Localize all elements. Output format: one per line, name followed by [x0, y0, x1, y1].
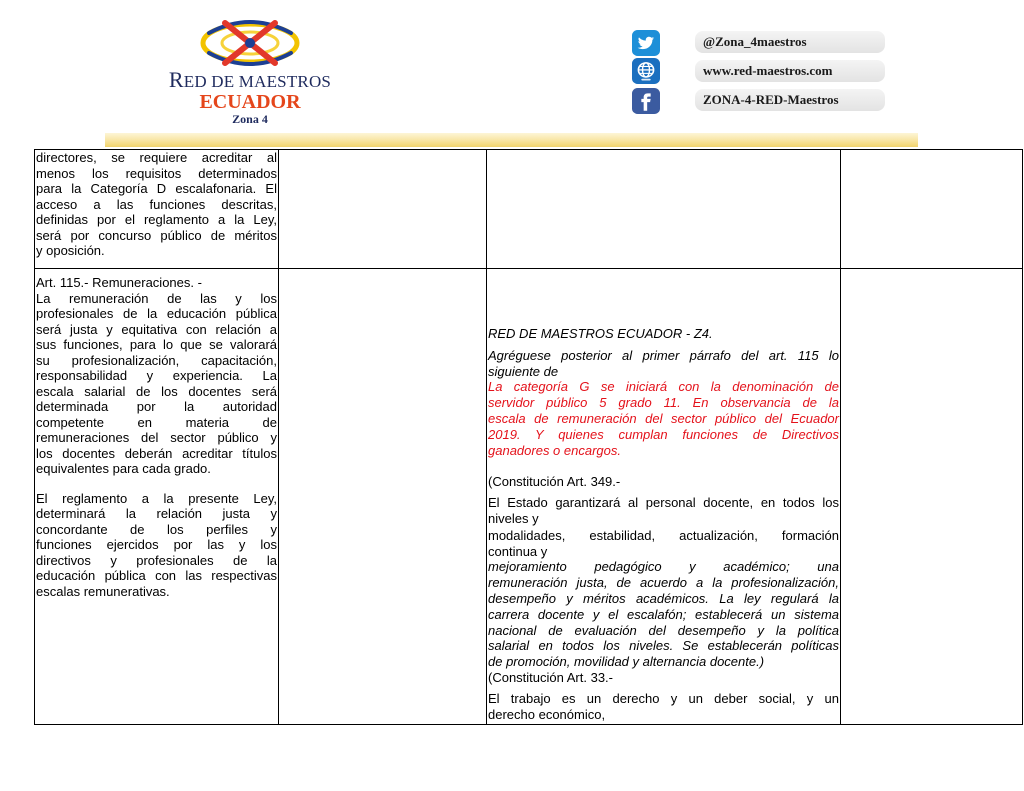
text-line: profesionales de la educación pública — [36, 306, 277, 321]
text-line: El reglamento a la presente Ley, — [36, 490, 277, 506]
text-line: servidor público 5 grado 11. En observancia de la — [488, 395, 839, 411]
facebook-icon — [632, 88, 660, 114]
paragraph — [488, 528, 839, 560]
page-header — [0, 0, 1024, 148]
text-line: definidas por el reglamento a la Ley, — [36, 212, 277, 227]
text-line: (Constitución Art. 349.- — [488, 474, 621, 490]
text-line: para la Categoría D escalafonaria. El — [36, 181, 277, 196]
text-line: determinará la relación justa y — [36, 506, 277, 521]
paragraph — [36, 491, 277, 600]
proposal-intro — [488, 348, 839, 380]
logo-zone: Zona 4 — [232, 112, 268, 126]
text-line: directivos y profesionales de la — [36, 552, 277, 568]
paragraph — [36, 291, 277, 477]
twitter-handle: @Zona_4maestros — [695, 31, 885, 53]
text-line: acceso a las funciones descritas, — [36, 196, 277, 212]
text-line: remuneración justa, de acuerdo a la profesionalización, — [488, 575, 839, 591]
proposal-text — [488, 379, 839, 458]
text-line: desempeño y méritos académicos. La ley regulará la — [488, 590, 839, 606]
text-line: escala de remuneración del sector público del Ecuador — [488, 410, 839, 426]
text-line: continua y — [488, 543, 548, 559]
text-line: concordante de los perfiles y — [36, 521, 277, 537]
text-line: Art. 115.- Remuneraciones. - — [36, 275, 202, 290]
text-line: siguiente de — [488, 363, 559, 379]
text-line: de promoción, movilidad y alternancia docente.) — [488, 654, 765, 670]
text-line: menos los requisitos determinados — [36, 165, 277, 181]
logo-title: RED DE MAESTROS — [168, 67, 332, 92]
text-line: 2019. Y quienes cumplan funciones de Directivos — [488, 426, 839, 442]
text-line: escala salarial de los docentes será — [36, 383, 277, 399]
logo-emblem-icon — [195, 17, 305, 69]
text-line: escalas remunerativas. — [36, 583, 170, 599]
text-line: será justa y equitativa con relación a — [36, 321, 277, 337]
paragraph — [488, 691, 839, 723]
citation-heading — [488, 670, 839, 686]
citation-heading — [488, 474, 839, 490]
text-line: competente en materia de — [36, 414, 277, 430]
table-cell-r1c1 — [35, 150, 279, 269]
table-cell-r2c2 — [279, 269, 487, 725]
text-line: mejoramiento pedagógico y académico; una — [488, 559, 839, 575]
text-line: carrera docente y el escalafón; establecerá un sistema — [488, 606, 839, 622]
paragraph — [36, 150, 277, 259]
text-line: modalidades, estabilidad, actualización, formación — [488, 527, 839, 543]
table-cell-r1c3 — [487, 150, 841, 269]
text-line: ganadores o encargos. — [488, 442, 621, 458]
text-line: salarial en todos los niveles. Se establecerán políticas — [488, 638, 839, 654]
text-line: La categoría G se iniciará con la denominación de — [488, 379, 839, 395]
text-line: responsabilidad y experiencia. La — [36, 368, 277, 383]
text-line: será por concurso público de méritos — [36, 227, 277, 243]
header-divider-bar — [105, 133, 918, 147]
text-line: La remuneración de las y los — [36, 290, 277, 306]
text-line: equivalentes para cada grado. — [36, 461, 211, 476]
text-line: nacional de evaluación del desempeño y la política — [488, 622, 839, 638]
website-link: www.red-maestros.com — [695, 60, 885, 82]
text-line: educación pública con las respectivas — [36, 568, 277, 583]
text-line: remuneraciones del sector público y — [36, 430, 277, 445]
text-line: (Constitución Art. 33.- — [488, 669, 613, 685]
text-line: funciones ejercidos por las y los — [36, 537, 277, 552]
table-cell-r1c2 — [279, 150, 487, 269]
paragraph — [488, 559, 839, 670]
text-line: El Estado garantizará al personal docente, en todos los — [488, 495, 839, 511]
text-line: sus funciones, para lo que se valorará — [36, 337, 277, 352]
text-line: derecho económico, — [488, 706, 606, 722]
table-cell-r1c4 — [841, 150, 1023, 269]
twitter-icon — [632, 30, 660, 56]
facebook-page: ZONA-4-RED-Maestros — [695, 89, 885, 111]
proposal-author — [488, 326, 839, 342]
table-cell-r2c1 — [35, 269, 279, 725]
text-line: su profesionalización, capacitación, — [36, 352, 277, 368]
article-heading — [36, 275, 277, 291]
logo-country: ECUADOR — [199, 91, 301, 113]
content-table — [34, 149, 1023, 725]
table-cell-r2c4 — [841, 269, 1023, 725]
text-line: determinada por la autoridad — [36, 399, 277, 414]
paragraph — [488, 495, 839, 527]
text-line: El trabajo es un derecho y un deber social, y un — [488, 690, 839, 706]
text-line: niveles y — [488, 510, 539, 526]
table-cell-r2c3 — [487, 269, 841, 725]
text-line: y oposición. — [36, 243, 105, 258]
text-line: directores, se requiere acreditar al — [36, 150, 277, 165]
globe-icon — [632, 58, 660, 84]
text-line: RED DE MAESTROS ECUADOR - Z4. — [488, 326, 713, 341]
text-line: los docentes deberán acreditar títulos — [36, 445, 277, 461]
text-line: Agréguese posterior al primer párrafo del art. 115 lo — [488, 347, 839, 363]
